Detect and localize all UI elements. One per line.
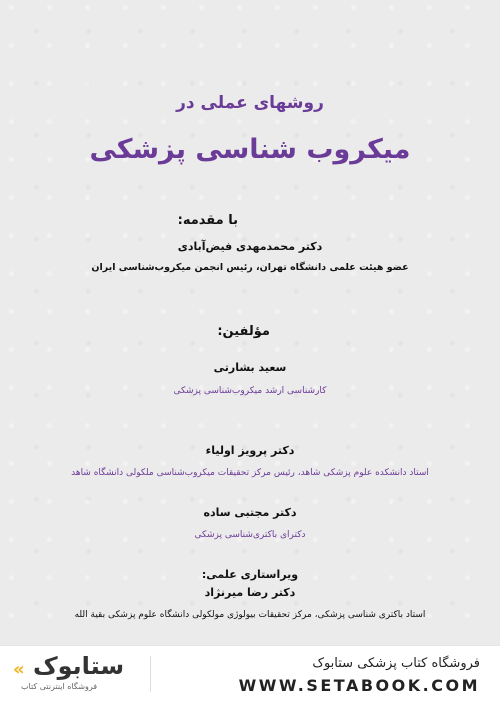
store-title: فروشگاه کتاب پزشکی ستابوک [312, 656, 480, 671]
author-name: دکتر مجتبی ساده [203, 506, 297, 519]
book-title: میکروب شناسی پزشکی [89, 134, 411, 165]
author-description: کارشناسی ارشد میکروب‌شناسی پزشکی [173, 386, 327, 396]
logo-text: ستابوک [33, 652, 125, 680]
intro-name: دکتر محمدمهدی فیض‌آبادی [177, 240, 323, 253]
intro-heading: با مقدمه: [177, 213, 238, 228]
editor-description: استاد باکتری شناسی پزشکی، مرکز تحقیقات بیولوژی مولکولی دانشگاه علوم پزشکی بقیة الله [74, 610, 426, 620]
setabook-logo[interactable] [13, 652, 125, 696]
store-footer [0, 645, 500, 701]
footer-divider [150, 656, 151, 692]
author-name: سعید بشارتی [213, 361, 287, 374]
author-description: دکترای باکتری‌شناسی پزشکی [194, 530, 306, 540]
logo-chevron-icon: « [13, 659, 25, 680]
author-description: استاد دانشکده علوم پزشکی شاهد، رئیس مرکز تحقیقات میکروب‌شناسی ملکولی دانشگاه شاهد [71, 468, 429, 478]
editor-heading: ویراستاری علمی: [201, 568, 299, 581]
authors-heading: مؤلفین: [217, 324, 270, 339]
author-name: دکتر پرویز اولیاء [205, 444, 295, 457]
intro-description: عضو هیئت علمی دانشگاه تهران، رئیس انجمن میکروب‌شناسی ایران [91, 262, 409, 273]
editor-name: دکتر رضا میرنژاد [204, 586, 296, 599]
logo-subtitle: فروشگاه اینترنتی کتاب [21, 682, 98, 691]
title-line-1: روشهای عملی در [176, 93, 324, 113]
store-url-link[interactable]: WWW.SETABOOK.COM [238, 676, 480, 695]
